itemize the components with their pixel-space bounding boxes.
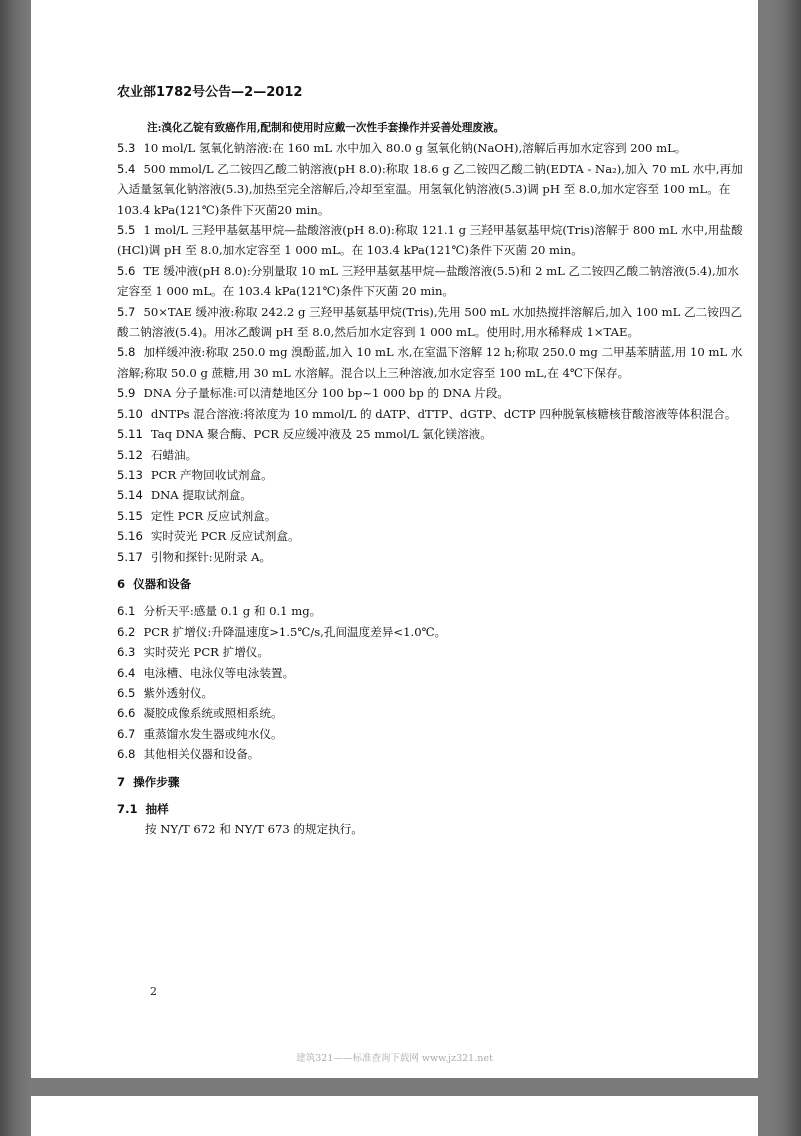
item-text: 50×TAE 缓冲液:称取 242.2 g 三羟甲基氨基甲烷(Tris),先用 500 mL 水加热搅拌溶解后,加入 100 mL 乙二铵四乙酸二钠溶液(5.4)。用冰乙酸调 pH 至 8.0,然后加水定容到 1 000 mL。使用时,用水稀释成 1×TAE。 [117, 304, 743, 340]
item-number: 5.16 [117, 529, 143, 544]
item-text: 实时荧光 PCR 反应试剂盒。 [150, 529, 300, 544]
item-number: 5.13 [117, 467, 143, 482]
list-item [117, 404, 743, 424]
list-item [117, 465, 743, 485]
item-text: 石蜡油。 [150, 447, 198, 462]
item-number: 5.8 [117, 345, 136, 360]
list-item [117, 159, 743, 220]
list-item [117, 601, 743, 621]
item-number: 6.2 [117, 624, 136, 639]
item-number: 6.5 [117, 685, 136, 700]
item-text: 10 mol/L 氢氧化钠溶液:在 160 mL 水中加入 80.0 g 氢氧化钠(NaOH),溶解后再加水定容到 200 mL。 [143, 141, 687, 156]
list-item [117, 424, 743, 444]
list-item [117, 302, 743, 343]
list-item [117, 445, 743, 465]
subsection-text: 按 NY/T 672 和 NY/T 673 的规定执行。 [145, 822, 363, 837]
item-number: 6.1 [117, 604, 136, 619]
list-item [117, 744, 743, 764]
item-number: 5.7 [117, 304, 136, 319]
list-item [117, 220, 743, 261]
item-number: 5.9 [117, 386, 136, 401]
list-item [117, 663, 743, 683]
item-number: 5.12 [117, 447, 143, 462]
item-text: 分析天平:感量 0.1 g 和 0.1 mg。 [143, 604, 322, 619]
item-text: 定性 PCR 反应试剂盒。 [150, 508, 277, 523]
list-item [117, 547, 743, 567]
item-number: 6.6 [117, 706, 136, 721]
item-number: 5.11 [117, 427, 143, 442]
list-item [117, 506, 743, 526]
item-text: 凝胶成像系统或照相系统。 [143, 706, 283, 721]
item-text: TE 缓冲液(pH 8.0):分别量取 10 mL 三羟甲基氨基甲烷—盐酸溶液(5.5)和 2 mL 乙二铵四乙酸二钠溶液(5.4),加水定容至 1 000 mL。在 103.4 kPa(121℃)条件下灭菌 20 min。 [117, 263, 739, 299]
list-item [117, 703, 743, 723]
item-text: 1 mol/L 三羟甲基氨基甲烷—盐酸溶液(pH 8.0):称取 121.1 g 三羟甲基氨基甲烷(Tris)溶解于 800 mL 水中,用盐酸(HCl)调 pH 至 8.0,加水定容至 1 000 mL。在 103.4 kPa(121℃)条件下灭菌 20 min。 [117, 223, 743, 258]
item-text: 引物和探针:见附录 A。 [150, 549, 272, 564]
list-item [117, 138, 743, 158]
item-text: DNA 分子量标准:可以清楚地区分 100 bp~1 000 bp 的 DNA 片段。 [143, 386, 510, 401]
watermark-footer: 建筑321——标准查询下载网 www.jz321.net [296, 1053, 493, 1064]
item-text: dNTPs 混合溶液:将浓度为 10 mmol/L 的 dATP、dTTP、dGTP、dCTP 四种脱氧核糖核苷酸溶液等体积混合。 [150, 406, 737, 421]
item-number: 5.5 [117, 223, 136, 238]
section-heading-6: 6 仪器和设备 [117, 576, 192, 591]
item-text: 加样缓冲液:称取 250.0 mg 溴酚蓝,加入 10 mL 水,在室温下溶解 12 h;称取 250.0 mg 二甲基苯腈蓝,用 10 mL 水溶解;称取 50.0 g 蔗糖,用 30 mL 水溶解。混合以上三种溶液,加水定容至 100 mL,在 4℃下保存。 [117, 345, 743, 380]
list-item [117, 724, 743, 744]
item-number: 5.17 [117, 549, 143, 564]
document-page [31, 0, 758, 1078]
item-text: PCR 产物回收试剂盒。 [150, 467, 273, 482]
page-number: 2 [150, 985, 157, 998]
section-heading-7: 7 操作步骤 [117, 774, 180, 789]
item-number: 5.4 [117, 161, 136, 176]
item-text: 紫外透射仪。 [143, 685, 214, 700]
page-header: 农业部1782号公告—2—2012 [117, 85, 303, 100]
list-item [117, 642, 743, 662]
item-text: 电泳槽、电泳仪等电泳装置。 [143, 665, 295, 680]
item-number: 6.3 [117, 645, 136, 660]
safety-note: 注:溴化乙锭有致癌作用,配制和使用时应戴一次性手套操作并妥善处理废液。 [147, 122, 505, 134]
item-number: 5.3 [117, 141, 136, 156]
item-text: 重蒸馏水发生器或纯水仪。 [143, 726, 283, 741]
item-number: 5.6 [117, 263, 136, 278]
list-item [117, 622, 743, 642]
list-item [117, 485, 743, 505]
item-text: 500 mmol/L 乙二铵四乙酸二钠溶液(pH 8.0):称取 18.6 g 乙二铵四乙酸二钠(EDTA - Na₂),加入 70 mL 水中,再加入适量氢氧化钠溶液(5.3),加热至完全溶解后,冷却至室温。用氢氧化钠溶液(5.3)调 pH 至 8.0,加水定容至 100 mL。在 103.4 kPa(121℃)条件下灭菌20 min。 [117, 161, 743, 217]
list-item [117, 342, 743, 383]
item-text: Taq DNA 聚合酶、PCR 反应缓冲液及 25 mmol/L 氯化镁溶液。 [150, 427, 492, 442]
item-number: 6.8 [117, 747, 136, 762]
item-number: 6.4 [117, 665, 136, 680]
list-item [117, 261, 743, 302]
subsection-heading-7-1: 7.1 抽样 [117, 802, 169, 816]
item-text: 其他相关仪器和设备。 [143, 747, 260, 762]
item-number: 5.15 [117, 508, 143, 523]
item-text: 实时荧光 PCR 扩增仪。 [143, 645, 269, 660]
list-item [117, 526, 743, 546]
next-page-edge [31, 1096, 758, 1136]
list-item [117, 683, 743, 703]
item-text: PCR 扩增仪:升降温速度>1.5℃/s,孔间温度差异<1.0℃。 [143, 624, 447, 639]
item-number: 6.7 [117, 726, 136, 741]
item-text: DNA 提取试剂盒。 [150, 488, 252, 503]
list-item [117, 383, 743, 403]
item-number: 5.14 [117, 488, 143, 503]
page-content [117, 118, 743, 840]
item-number: 5.10 [117, 406, 143, 421]
